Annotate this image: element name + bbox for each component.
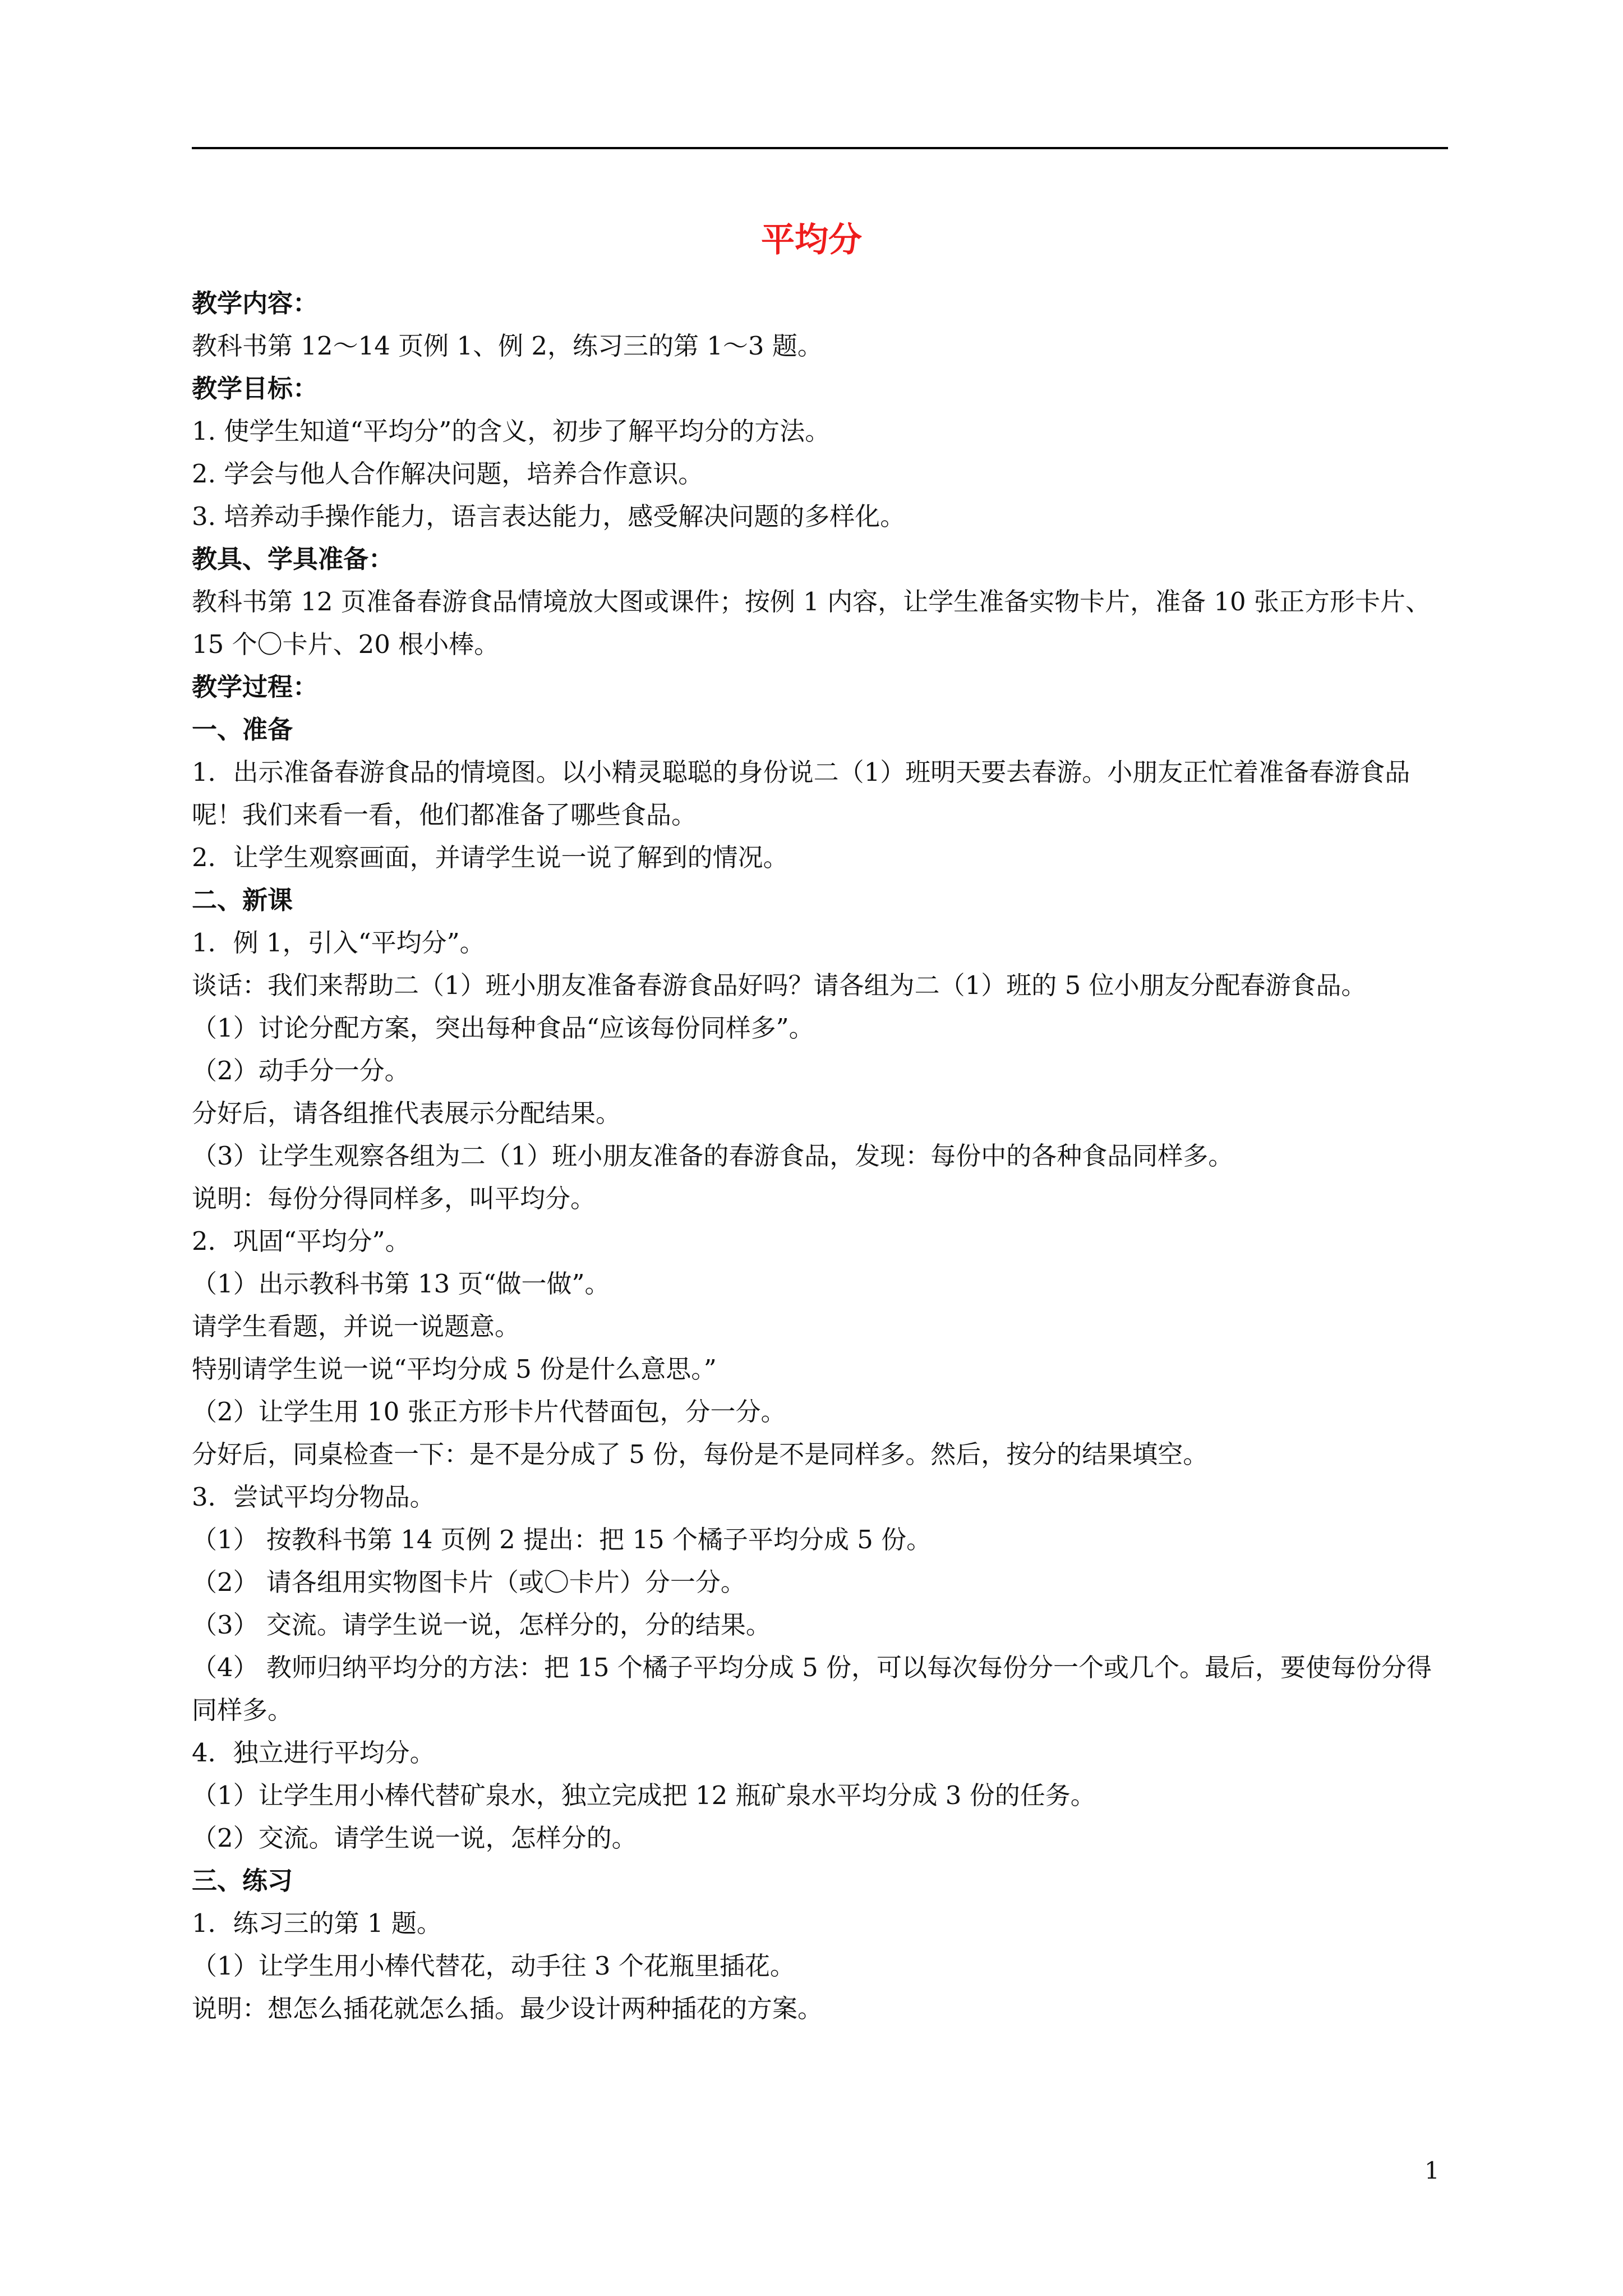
- body-line: 4．独立进行平均分。: [192, 1738, 435, 1768]
- body-line: 1．例 1，引入“平均分”。: [192, 928, 485, 958]
- body-line: 谈话：我们来帮助二（1）班小朋友准备春游食品好吗？请各组为二（1）班的 5 位小朋友分配春游食品。: [192, 970, 1367, 1000]
- body-line: （3） 交流。请学生说一说，怎样分的，分的结果。: [192, 1610, 771, 1640]
- body-line: （3）让学生观察各组为二（1）班小朋友准备的春游食品，发现：每份中的各种食品同样多。: [192, 1141, 1234, 1171]
- body-line: 2．让学生观察画面，并请学生说一说了解到的情况。: [192, 843, 789, 872]
- body-line: （1）让学生用小棒代替矿泉水，独立完成把 12 瓶矿泉水平均分成 3 份的任务。: [192, 1780, 1096, 1810]
- body-line: （2）交流。请学生说一说，怎样分的。: [192, 1823, 637, 1853]
- body-line: 说明：每份分得同样多，叫平均分。: [192, 1184, 596, 1213]
- body-line: （1）出示教科书第 13 页“做一做”。: [192, 1269, 610, 1299]
- section-heading: 一、准备: [192, 715, 293, 744]
- body-line: （2）让学生用 10 张正方形卡片代替面包，分一分。: [192, 1397, 786, 1427]
- body-line: （1）讨论分配方案，突出每种食品“应该每份同样多”。: [192, 1013, 814, 1043]
- body-line: 2. 学会与他人合作解决问题，培养合作意识。: [192, 459, 704, 489]
- body-line: 分好后，请各组推代表展示分配结果。: [192, 1098, 621, 1128]
- body-line: 1. 使学生知道“平均分”的含义，初步了解平均分的方法。: [192, 416, 831, 446]
- header-rule: [192, 147, 1448, 149]
- section-heading: 教学内容：: [192, 288, 319, 318]
- body-line: 教科书第 12～14 页例 1、例 2，练习三的第 1～3 题。: [192, 331, 823, 361]
- body-line: 说明：想怎么插花就怎么插。最少设计两种插花的方案。: [192, 1994, 823, 2023]
- body-line: 3. 培养动手操作能力，语言表达能力，感受解决问题的多样化。: [192, 501, 906, 531]
- body-line: 2．巩固“平均分”。: [192, 1226, 411, 1256]
- body-line: 1．出示准备春游食品的情境图。以小精灵聪聪的身份说二（1）班明天要去春游。小朋友正忙着准备春游食品呢！我们来看一看，他们都准备了哪些食品。: [192, 757, 1410, 830]
- section-heading: 教学目标：: [192, 374, 319, 403]
- body-line: （2） 请各组用实物图卡片（或〇卡片）分一分。: [192, 1567, 746, 1597]
- body-line: 分好后，同桌检查一下：是不是分成了 5 份，每份是不是同样多。然后，按分的结果填空。: [192, 1439, 1209, 1469]
- body-line: （1）让学生用小棒代替花，动手往 3 个花瓶里插花。: [192, 1951, 795, 1981]
- section-heading: 教学过程：: [192, 672, 319, 702]
- body-line: 教科书第 12 页准备春游食品情境放大图或课件；按例 1 内容，让学生准备实物卡片，准备 10 张正方形卡片、15 个〇卡片、20 根小棒。: [192, 587, 1431, 659]
- section-heading: 三、练习: [192, 1866, 293, 1895]
- body-line: （1） 按教科书第 14 页例 2 提出：把 15 个橘子平均分成 5 份。: [192, 1525, 932, 1554]
- body-line: （4） 教师归纳平均分的方法：把 15 个橘子平均分成 5 份，可以每次每份分一个或几个。最后，要使每份分得同样多。: [192, 1653, 1432, 1725]
- section-heading: 二、新课: [192, 885, 293, 915]
- document-title: 平均分: [761, 220, 862, 260]
- body-line: 请学生看题，并说一说题意。: [192, 1312, 520, 1341]
- body-line: 特别请学生说一说“平均分成 5 份是什么意思。”: [192, 1354, 717, 1384]
- page-number: 1: [1424, 2157, 1440, 2184]
- body-line: 3．尝试平均分物品。: [192, 1482, 435, 1512]
- body-line: 1．练习三的第 1 题。: [192, 1908, 442, 1938]
- document-body: [192, 282, 1449, 2030]
- body-line: （2）动手分一分。: [192, 1056, 410, 1085]
- section-heading: 教具、学具准备：: [192, 544, 394, 574]
